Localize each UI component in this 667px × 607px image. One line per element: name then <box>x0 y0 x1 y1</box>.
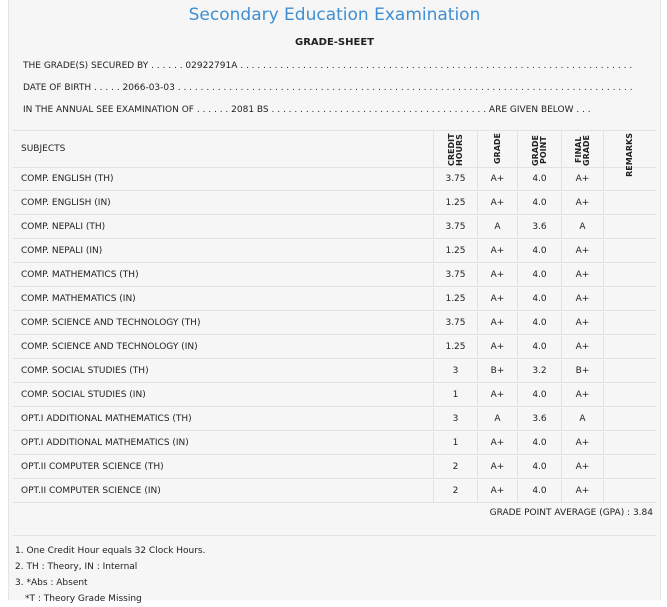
remarks-cell <box>603 192 656 214</box>
grades-table <box>13 130 656 504</box>
subject-cell: COMP. NEPALI (TH) <box>21 222 106 232</box>
grade-point-cell: 3.6 <box>517 408 561 430</box>
subject-cell: OPT.II COMPUTER SCIENCE (TH) <box>21 462 164 472</box>
table-row <box>13 360 656 383</box>
grade-point-cell: 3.2 <box>517 360 561 382</box>
gpa-section <box>13 495 656 536</box>
grade-point-cell: 4.0 <box>517 384 561 406</box>
credit-hours-cell: 1.25 <box>433 288 477 310</box>
credit-hours-cell: 3 <box>433 408 477 430</box>
remarks-cell <box>603 360 656 382</box>
grade-cell: A+ <box>477 288 517 310</box>
header-subjects: SUBJECTS <box>21 144 66 154</box>
grade-point-cell: 4.0 <box>517 264 561 286</box>
remarks-cell <box>603 336 656 358</box>
final-grade-cell: A+ <box>561 432 603 454</box>
credit-hours-cell: 1.25 <box>433 240 477 262</box>
subject-cell: COMP. SCIENCE AND TECHNOLOGY (IN) <box>21 342 198 352</box>
subject-cell: COMP. SCIENCE AND TECHNOLOGY (TH) <box>21 318 201 328</box>
grade-sheet <box>8 0 661 604</box>
credit-hours-cell: 1 <box>433 384 477 406</box>
remarks-cell <box>603 264 656 286</box>
credit-hours-cell: 2 <box>433 456 477 478</box>
grade-cell: B+ <box>477 360 517 382</box>
remarks-cell <box>603 312 656 334</box>
table-header <box>13 131 656 177</box>
final-grade-cell: B+ <box>561 360 603 382</box>
grade-point-cell: 4.0 <box>517 456 561 478</box>
table-row <box>13 240 656 263</box>
footnote: 1. One Credit Hour equals 32 Clock Hours. <box>15 546 206 556</box>
grade-point-cell: 4.0 <box>517 336 561 358</box>
examination-line: IN THE ANNUAL SEE EXAMINATION OF . . . . . . 2081 BS . . . . . . . . . . . . . . . . . . . . . . . . . . . . . . . . . . . . . . ARE GIVEN BELOW . . . <box>23 105 591 115</box>
student-symbol-line: THE GRADE(S) SECURED BY . . . . . . 02922791A . . . . . . . . . . . . . . . . . . . . . . . . . . . . . . . . . . . . . . . . . . . . . . . . . . . . . . . . . . . . . . . . . . . . . <box>23 61 633 71</box>
date-of-birth-line: DATE OF BIRTH . . . . . 2066-03-03 . . . . . . . . . . . . . . . . . . . . . . . . . . . . . . . . . . . . . . . . . . . . . . . . . . . . . . . . . . . . . . . . . . . . . . . . . . . . . . . . <box>23 83 633 93</box>
grade-cell: A+ <box>477 456 517 478</box>
table-row <box>13 216 656 239</box>
table-row <box>13 192 656 215</box>
footnote: 2. TH : Theory, IN : Internal <box>15 562 138 572</box>
subject-cell: COMP. ENGLISH (TH) <box>21 174 114 184</box>
final-grade-cell: A <box>561 408 603 430</box>
credit-hours-cell: 1 <box>433 432 477 454</box>
final-grade-cell: A+ <box>561 456 603 478</box>
remarks-cell <box>603 216 656 238</box>
final-grade-cell: A+ <box>561 288 603 310</box>
remarks-cell <box>603 456 656 478</box>
final-grade-cell: A+ <box>561 192 603 214</box>
grade-point-cell: 3.6 <box>517 216 561 238</box>
grade-cell: A+ <box>477 432 517 454</box>
credit-hours-cell: 1.25 <box>433 192 477 214</box>
grade-cell: A+ <box>477 384 517 406</box>
grade-cell: A+ <box>477 480 517 502</box>
credit-hours-cell: 1.25 <box>433 336 477 358</box>
final-grade-cell: A+ <box>561 336 603 358</box>
credit-hours-cell: 3.75 <box>433 168 477 190</box>
remarks-cell <box>603 384 656 406</box>
table-row <box>13 288 656 311</box>
grade-point-cell: 4.0 <box>517 240 561 262</box>
grade-point-cell: 4.0 <box>517 288 561 310</box>
footnote: *T : Theory Grade Missing <box>25 594 142 604</box>
gpa-value: GRADE POINT AVERAGE (GPA) : 3.84 <box>489 508 653 518</box>
footnotes <box>15 543 205 607</box>
grade-point-cell: 4.0 <box>517 192 561 214</box>
final-grade-cell: A+ <box>561 240 603 262</box>
grade-point-cell: 4.0 <box>517 432 561 454</box>
table-row <box>13 312 656 335</box>
subject-cell: COMP. SOCIAL STUDIES (TH) <box>21 366 149 376</box>
remarks-cell <box>603 288 656 310</box>
remarks-cell <box>603 432 656 454</box>
grade-cell: A <box>477 408 517 430</box>
remarks-cell <box>603 240 656 262</box>
credit-hours-cell: 3 <box>433 360 477 382</box>
header-final-grade: FINAL GRADE <box>561 131 603 167</box>
grade-point-cell: 4.0 <box>517 168 561 190</box>
grade-cell: A+ <box>477 240 517 262</box>
header-remarks: REMARKS <box>603 131 656 167</box>
sheet-subtitle: GRADE-SHEET <box>295 37 374 48</box>
table-row <box>13 456 656 479</box>
final-grade-cell: A+ <box>561 168 603 190</box>
header-credit-hours: CREDIT HOURS <box>433 131 477 167</box>
table-body <box>13 168 656 503</box>
remarks-cell <box>603 408 656 430</box>
subject-cell: COMP. MATHEMATICS (TH) <box>21 270 139 280</box>
subject-cell: COMP. SOCIAL STUDIES (IN) <box>21 390 146 400</box>
page-title: Secondary Education Examination <box>188 5 481 25</box>
final-grade-cell: A+ <box>561 480 603 502</box>
table-row <box>13 432 656 455</box>
final-grade-cell: A <box>561 216 603 238</box>
subject-cell: COMP. MATHEMATICS (IN) <box>21 294 136 304</box>
table-row <box>13 336 656 359</box>
credit-hours-cell: 3.75 <box>433 312 477 334</box>
header-grade: GRADE <box>477 131 517 167</box>
grade-cell: A+ <box>477 312 517 334</box>
header-grade-point: GRADE POINT <box>517 131 561 167</box>
grade-point-cell: 4.0 <box>517 480 561 502</box>
remarks-cell <box>603 168 656 190</box>
credit-hours-cell: 3.75 <box>433 216 477 238</box>
credit-hours-cell: 3.75 <box>433 264 477 286</box>
grade-cell: A+ <box>477 264 517 286</box>
final-grade-cell: A+ <box>561 384 603 406</box>
table-row <box>13 408 656 431</box>
final-grade-cell: A+ <box>561 312 603 334</box>
subject-cell: OPT.II COMPUTER SCIENCE (IN) <box>21 486 161 496</box>
subject-cell: OPT.I ADDITIONAL MATHEMATICS (TH) <box>21 414 192 424</box>
credit-hours-cell: 2 <box>433 480 477 502</box>
grade-cell: A <box>477 216 517 238</box>
subject-cell: COMP. ENGLISH (IN) <box>21 198 111 208</box>
grade-cell: A+ <box>477 168 517 190</box>
footnote: 3. *Abs : Absent <box>15 578 88 588</box>
grade-point-cell: 4.0 <box>517 312 561 334</box>
grade-cell: A+ <box>477 192 517 214</box>
table-row <box>13 384 656 407</box>
final-grade-cell: A+ <box>561 264 603 286</box>
table-row <box>13 168 656 191</box>
grade-cell: A+ <box>477 336 517 358</box>
table-row <box>13 264 656 287</box>
subject-cell: OPT.I ADDITIONAL MATHEMATICS (IN) <box>21 438 189 448</box>
subject-cell: COMP. NEPALI (IN) <box>21 246 103 256</box>
